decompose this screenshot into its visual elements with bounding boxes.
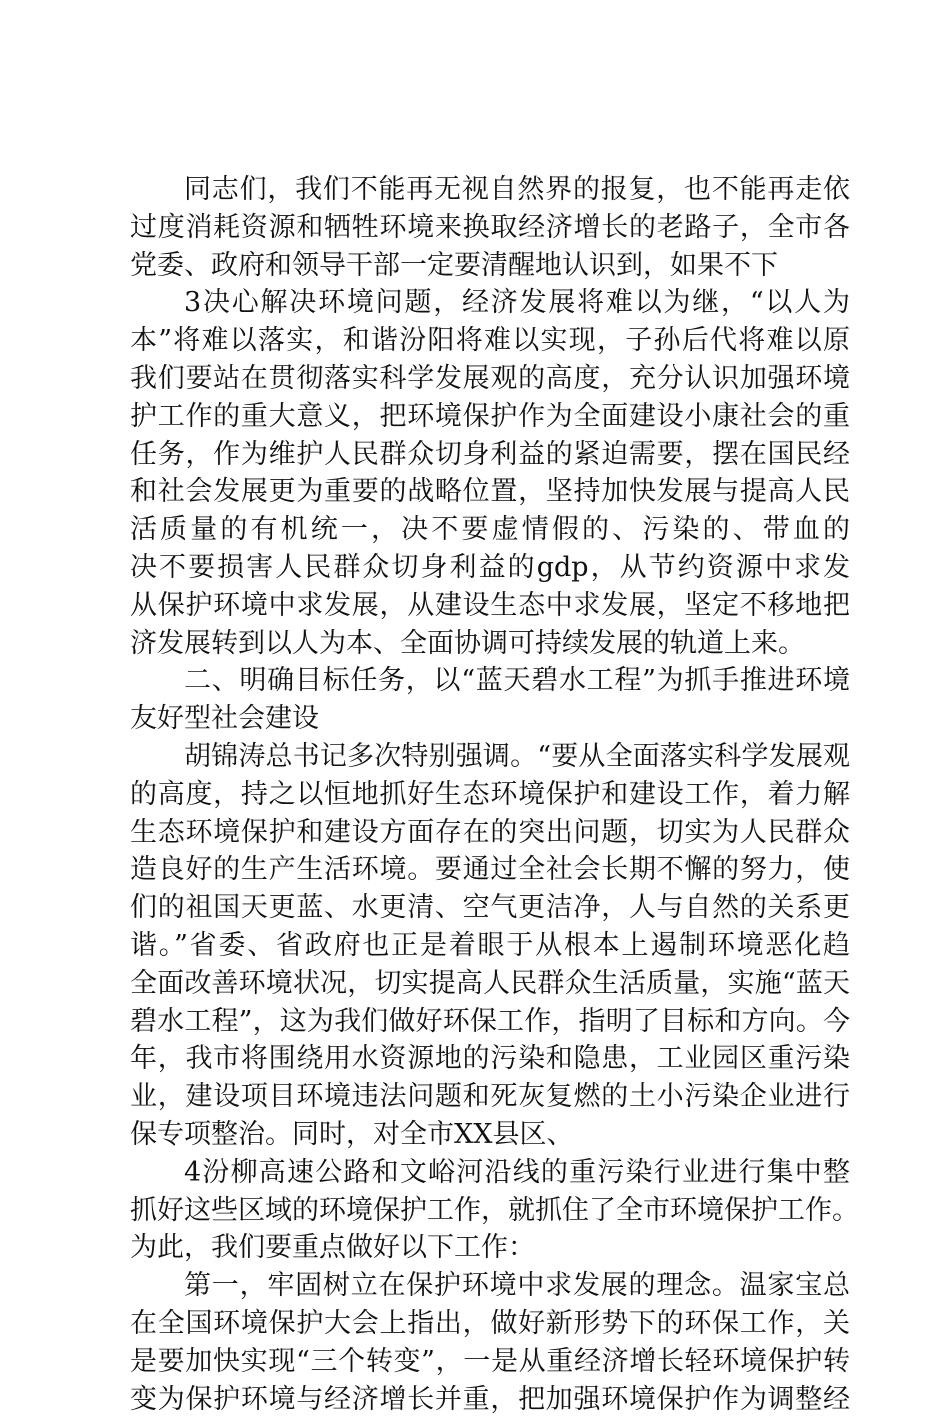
- text-line: 二、明确目标任务，以“蓝天碧水工程”为抓手推进环境: [130, 662, 850, 700]
- text-line: 的高度，持之以恒地抓好生态环境保护和建设工作，着力解: [130, 776, 850, 814]
- text-line: 同志们，我们不能再无视自然界的报复，也不能再走依: [130, 171, 850, 209]
- text-line: 为此，我们要重点做好以下工作：: [130, 1229, 850, 1267]
- text-line: 活质量的有机统一，决不要虚情假的、污染的、带血的: [130, 511, 850, 549]
- text-line: 和社会发展更为重要的战略位置，坚持加快发展与提高人民: [130, 473, 850, 511]
- text-line: 是要加快实现“三个转变”，一是从重经济增长轻环境保护转: [130, 1343, 850, 1381]
- text-line: 碧水工程”，这为我们做好环保工作，指明了目标和方向。今: [130, 1003, 850, 1041]
- text-line: 谐。”省委、省政府也正是着眼于从根本上遏制环境恶化趋: [130, 927, 850, 965]
- text-line: 全面改善环境状况，切实提高人民群众生活质量，实施“蓝天: [130, 965, 850, 1003]
- text-line: 变为保护环境与经济增长并重，把加强环境保护作为调整经: [130, 1381, 850, 1418]
- text-line: 第一，牢固树立在保护环境中求发展的理念。温家宝总: [130, 1267, 850, 1305]
- text-line: 们的祖国天更蓝、水更清、空气更洁净，人与自然的关系更: [130, 889, 850, 927]
- text-line: 4汾柳高速公路和文峪河沿线的重污染行业进行集中整: [130, 1154, 850, 1192]
- text-line: 业，建设项目环境违法问题和死灰复燃的土小污染企业进行: [130, 1078, 850, 1116]
- text-line: 我们要站在贯彻落实科学发展观的高度，充分认识加强环境: [130, 360, 850, 398]
- text-line: 党委、政府和领导干部一定要清醒地认识到，如果不下: [130, 247, 850, 285]
- body-text: [130, 171, 850, 1418]
- text-line: 济发展转到以人为本、全面协调可持续发展的轨道上来。: [130, 625, 850, 663]
- text-line: 任务，作为维护人民群众切身利益的紧迫需要，摆在国民经: [130, 436, 850, 474]
- text-line: 过度消耗资源和牺牲环境来换取经济增长的老路子，全市各: [130, 209, 850, 247]
- text-line: 胡锦涛总书记多次特别强调。“要从全面落实科学发展观: [130, 738, 850, 776]
- text-line: 护工作的重大意义，把环境保护作为全面建设小康社会的重: [130, 398, 850, 436]
- text-line: 造良好的生产生活环境。要通过全社会长期不懈的努力，使: [130, 851, 850, 889]
- text-line: 生态环境保护和建设方面存在的突出问题，切实为人民群众: [130, 814, 850, 852]
- text-line: 年，我市将围绕用水资源地的污染和隐患，工业园区重污染: [130, 1040, 850, 1078]
- text-line: 从保护环境中求发展，从建设生态中求发展，坚定不移地把: [130, 587, 850, 625]
- text-line: 决不要损害人民群众切身利益的gdp，从节约资源中求发: [130, 549, 850, 587]
- text-line: 在全国环境保护大会上指出，做好新形势下的环保工作，关: [130, 1305, 850, 1343]
- text-line: 抓好这些区域的环境保护工作，就抓住了全市环境保护工作。: [130, 1192, 850, 1230]
- text-line: 友好型社会建设: [130, 700, 850, 738]
- text-line: 3决心解决环境问题，经济发展将难以为继，“以人为: [130, 284, 850, 322]
- text-line: 保专项整治。同时，对全市XX县区、: [130, 1116, 850, 1154]
- text-line: 本”将难以落实，和谐汾阳将难以实现，子孙后代将难以原: [130, 322, 850, 360]
